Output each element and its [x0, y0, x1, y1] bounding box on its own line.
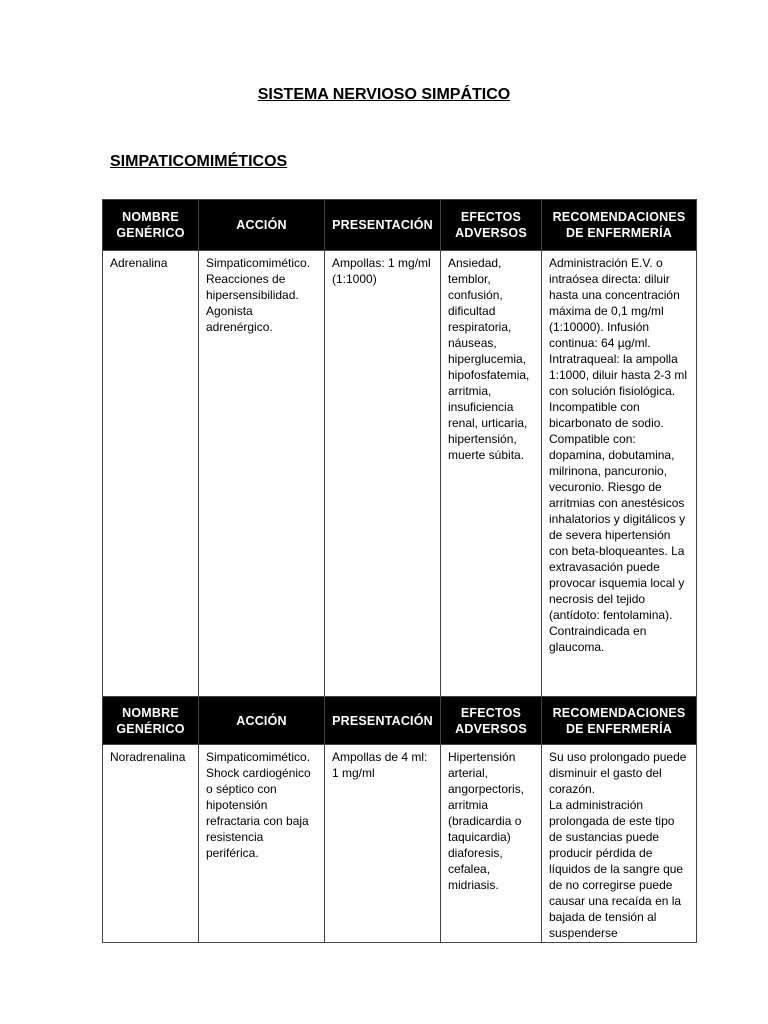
header-recomendaciones: RECOMENDACIONES DE ENFERMERÍA — [542, 200, 697, 251]
table-row — [103, 251, 697, 700]
table-row — [103, 745, 697, 943]
header-nombre-generico: NOMBRE GENÉRICO — [103, 200, 199, 251]
cell-recomendaciones — [542, 745, 697, 943]
cell-recomendaciones: Administración E.V. o intraósea directa: diluir hasta una concentración máxima de 0,1 mg/ml (1:10000). Infusión continua: 64 µg/ml. Intratraqueal: la ampolla 1:1000, diluir hasta 2-3 ml con solución fisiológica. Incompatible con bicarbonato de sodio. Compatible con: dopamina, dobutamina, milrinona, pancuronio, vecuronio. Riesgo de arritmias con anestésicos inhalatorios y digitálicos y de severa hipertensión con beta-bloqueantes. La extravasación puede provocar isquemia local y necrosis del tejido (antídoto: fentolamina). Contraindicada en glaucoma. — [542, 251, 697, 700]
cell-accion: Simpaticomimético. Shock cardiogénico o séptico con hipotensión refractaria con baja resistencia periférica. — [199, 745, 325, 943]
table-header-row — [103, 200, 697, 251]
header-presentacion: PRESENTACIÓN — [325, 697, 441, 745]
cell-presentacion: Ampollas: 1 mg/ml (1:1000) — [325, 251, 441, 700]
drug-table-adrenalina — [102, 199, 697, 700]
header-presentacion: PRESENTACIÓN — [325, 200, 441, 251]
header-nombre-generico: NOMBRE GENÉRICO — [103, 697, 199, 745]
header-efectos-adversos: EFECTOS ADVERSOS — [441, 200, 542, 251]
cell-presentacion: Ampollas de 4 ml: 1 mg/ml — [325, 745, 441, 943]
cell-nombre: Noradrenalina — [103, 745, 199, 943]
cell-efectos: Hipertensión arterial, angorpectoris, arritmia (bradicardia o taquicardia) diaforesis, cefalea, midriasis. — [441, 745, 542, 943]
cell-nombre: Adrenalina — [103, 251, 199, 700]
document-title: SISTEMA NERVIOSO SIMPÁTICO — [257, 86, 511, 103]
drug-table-noradrenalina — [102, 696, 697, 943]
section-title: SIMPATICOMIMÉTICOS — [110, 153, 288, 170]
recomendaciones-paragraph-1: Su uso prolongado puede disminuir el gasto del corazón. — [549, 750, 687, 796]
header-accion: ACCIÓN — [199, 697, 325, 745]
cell-efectos: Ansiedad, temblor, confusión, dificultad respiratoria, náuseas, hiperglucemia, hipofosfatemia, arritmia, insuficiencia renal, urticaria, hipertensión, muerte súbita. — [441, 251, 542, 700]
recomendaciones-paragraph-2: La administración prolongada de este tipo de sustancias puede producir pérdida de líquidos de la sangre que de no corregirse puede causar una recaída en la bajada de tensión al suspenderse — [549, 798, 684, 940]
header-efectos-adversos: EFECTOS ADVERSOS — [441, 697, 542, 745]
header-recomendaciones: RECOMENDACIONES DE ENFERMERÍA — [542, 697, 697, 745]
table-header-row — [103, 697, 697, 745]
cell-accion: Simpaticomimético. Reacciones de hipersensibilidad. Agonista adrenérgico. — [199, 251, 325, 700]
header-accion: ACCIÓN — [199, 200, 325, 251]
